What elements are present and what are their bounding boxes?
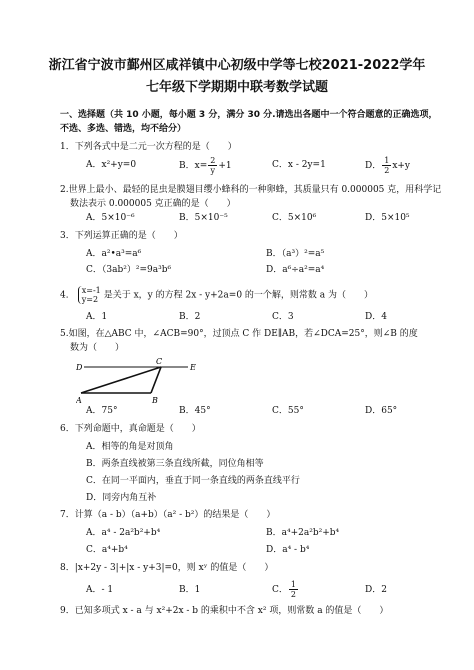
q5-option-b: B．45° (179, 406, 211, 416)
q3-option-b: B．（a³）²=a⁵ (266, 249, 325, 259)
q1-option-d: D． $\frac{1}{2}$ x+y (365, 156, 411, 175)
side-cb (151, 367, 161, 393)
side-ac (81, 367, 161, 393)
label-c: C (156, 358, 163, 366)
label-e: E (190, 363, 196, 372)
q8-option-d: D．2 (365, 585, 387, 595)
q4-option-a: A．1 (86, 312, 108, 322)
q5-option-c: C．55° (272, 406, 304, 416)
q3-option-c: C．（3ab²）²=9a³b⁶ (86, 265, 172, 275)
question-5-stem-line1: 5.如图，在△ABC 中，∠ACB=90°，过顶点 C 作 DE∥AB，若∠DCA=25°，则∠B 的度 (60, 329, 418, 339)
question-7-options-row1 (86, 528, 446, 542)
q3-option-a: A．a²•a³=a⁶ (86, 249, 142, 259)
question-2-stem-line2: 数法表示 0.000005 克正确的是（ ） (70, 199, 236, 209)
q2-option-a: A．5×10⁻⁶ (86, 213, 135, 223)
question-3-options-row2 (86, 265, 446, 279)
question-7-options-row2 (86, 545, 446, 559)
q2-option-c: C．5×10⁶ (272, 213, 317, 223)
question-4-options (86, 312, 446, 326)
q1-option-b: B．x= $\frac{2}{y}$ +1 (179, 156, 232, 175)
q6-option-c: C．在同一平面内，垂直于同一条直线的两条直线平行 (86, 476, 300, 486)
question-8-stem: 8．|x+2y - 3|+|x - y+3|=0，则 xʸ 的值是（ ） (60, 563, 274, 573)
question-5-options (86, 406, 446, 420)
question-8-options (86, 580, 446, 599)
page-title: 浙江省宁波市鄞州区咸祥镇中心初级中学等七校2021-2022学年 (48, 58, 426, 73)
triangle-figure (76, 358, 206, 408)
question-3-options-row1 (86, 249, 446, 263)
q6-option-d: D．同旁内角互补 (86, 493, 157, 503)
q7-option-d: D．a⁴ - b⁴ (266, 545, 310, 555)
q8-option-c: C． $\frac{1}{2}$ (272, 580, 296, 599)
q7-option-a: A．a⁴ - 2a²b²+b⁴ (86, 528, 161, 538)
q2-option-d: D．5×10⁵ (365, 213, 410, 223)
section-heading-cont: 不选、多选、错选，均不给分） (60, 124, 187, 134)
q1-option-a: A．x²+y=0 (86, 160, 137, 170)
q4-option-b: B．2 (179, 312, 201, 322)
q7-option-c: C．a⁴+b⁴ (86, 545, 128, 555)
q1-option-c: C．x - 2y=1 (272, 160, 326, 170)
question-1-stem: 1．下列各式中是二元一次方程的是（ ） (60, 142, 237, 152)
question-7-stem: 7．计算（a - b）（a+b）（a² - b²）的结果是（ ） (60, 510, 276, 520)
section-heading: 一、选择题（共 10 小题，每小题 3 分，满分 30 分.请选出各题中一个符合题意的正确选项， (60, 110, 438, 120)
q6-option-a: A．相等的角是对顶角 (86, 442, 174, 452)
question-2-options (86, 213, 446, 227)
question-2-stem-line1: 2.世界上最小、最轻的昆虫是膜翅目缨小蜂科的一种卵蜂，其质量只有 0.000005 克，用科学记 (60, 185, 442, 195)
question-3-stem: 3．下列运算正确的是（ ） (60, 231, 183, 241)
q3-option-d: D．a⁶÷a²=a⁴ (266, 265, 325, 275)
q4-option-c: C．3 (272, 312, 294, 322)
q4-option-d: D．4 (365, 312, 387, 322)
q8-option-b: B．1 (179, 585, 201, 595)
label-a: A (76, 396, 82, 405)
q7-option-b: B．a⁴+2a²b²+b⁴ (266, 528, 340, 538)
question-1-options (86, 156, 446, 175)
q5-option-d: D．65° (365, 406, 398, 416)
question-4-stem: 4． x=-1 y=2 是关于 x，y 的方程 2x - y+2a=0 的一个解，则常数 a 为（ ） (60, 286, 373, 304)
q5-option-a: A．75° (86, 406, 118, 416)
label-b: B (152, 396, 158, 405)
q8-option-a: A．- 1 (86, 585, 114, 595)
q2-option-b: B．5×10⁻⁵ (179, 213, 228, 223)
question-6-stem: 6．下列命题中，真命题是（ ） (60, 424, 201, 434)
question-9-stem: 9．已知多项式 x - a 与 x²+2x - b 的乘积中不含 x² 项，则常数 a 的值是（ ） (60, 606, 389, 616)
q6-option-b: B．两条直线被第三条直线所截，同位角相等 (86, 459, 264, 469)
label-d: D (76, 363, 83, 372)
page-subtitle: 七年级下学期期中联考数学试题 (145, 80, 328, 95)
equation-system: x=-1 y=2 (78, 286, 101, 304)
question-5-stem-line2: 数为（ ） (70, 343, 125, 353)
